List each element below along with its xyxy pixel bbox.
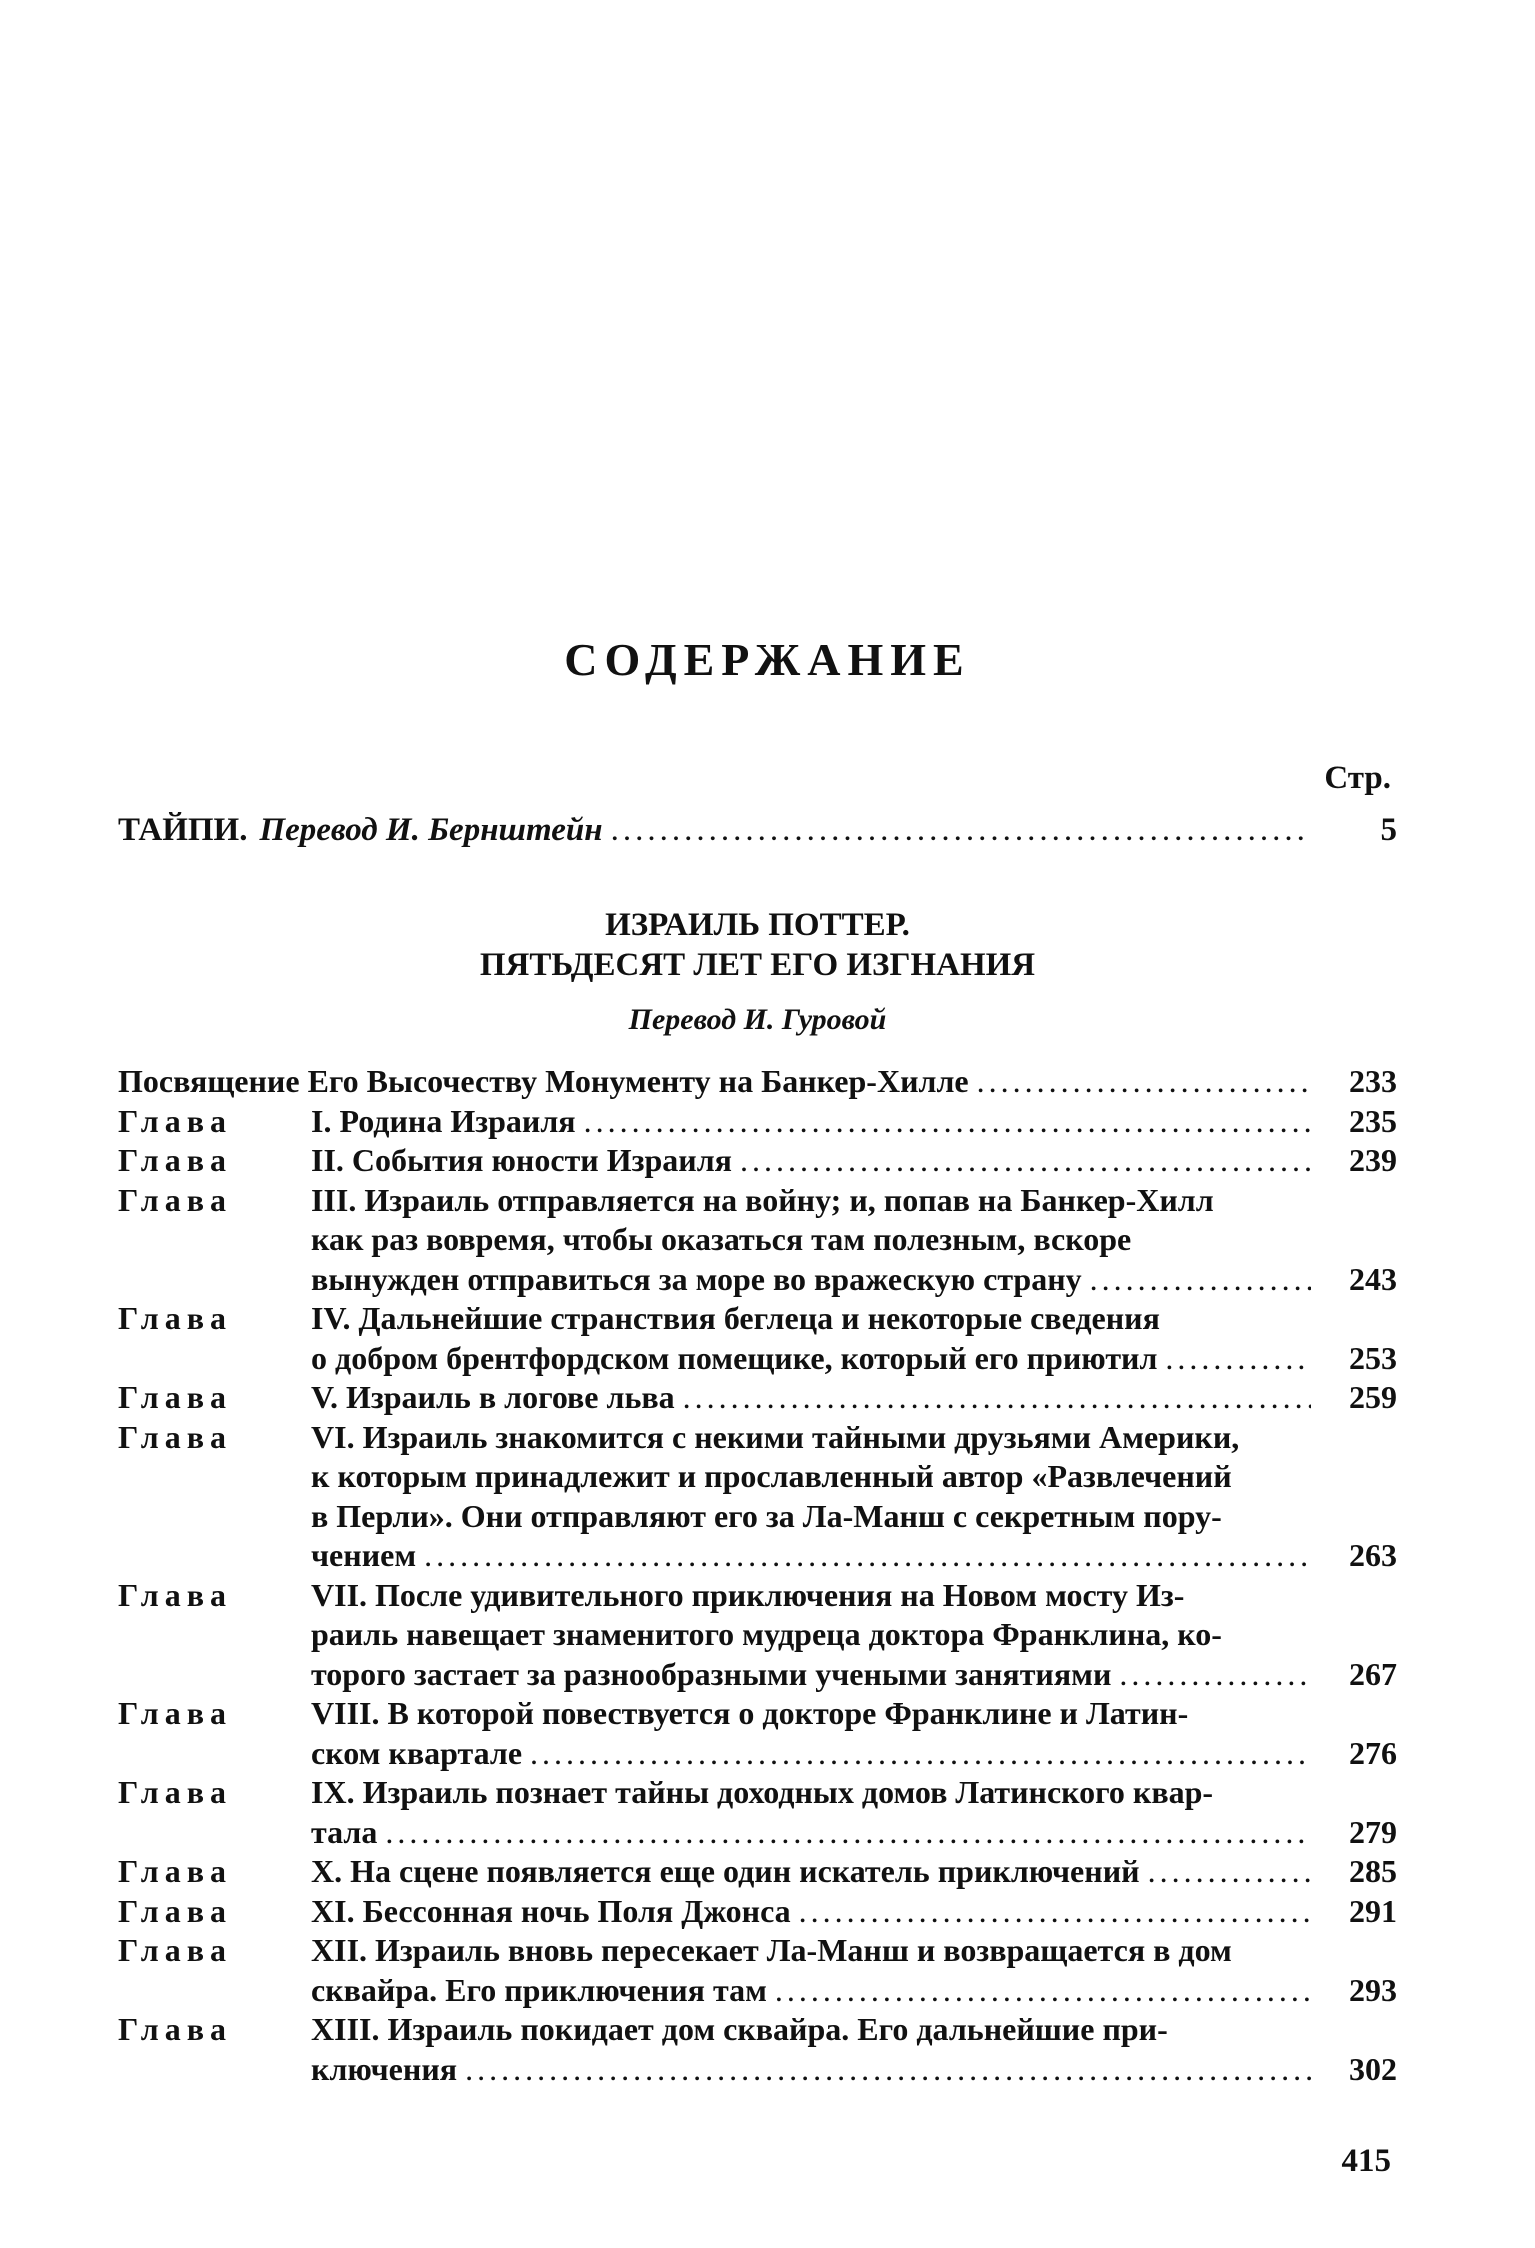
entry-line: [311, 1931, 1311, 1971]
toc-entry: [118, 1102, 1397, 1142]
dot-leader: [530, 1734, 1311, 1774]
entry-text: к которым принадлежит и прославленный автор «Развлечений: [311, 1458, 1232, 1494]
toc-entry: [118, 1576, 1397, 1695]
entry-text: Посвящение Его Высочеству Монументу на Банкер-Хилле: [118, 1063, 969, 1099]
chapter-prefix: Глава: [118, 2011, 232, 2047]
entry-text: чением: [311, 1537, 417, 1573]
chapter-prefix: Глава: [118, 1379, 232, 1415]
entry-line: [311, 1378, 1311, 1418]
chapter-prefix: Глава: [118, 1576, 232, 1613]
toc-entry: [118, 1852, 1397, 1892]
entry-page: 263: [1349, 1537, 1397, 1573]
dot-leader: [1090, 1260, 1311, 1300]
toc-entry: [118, 1931, 1397, 2010]
entry-page: 279: [1349, 1813, 1397, 1850]
toc-entry: [118, 1418, 1397, 1576]
entry-line: [311, 1773, 1311, 1813]
entry-title: ТАЙПИ.: [118, 812, 248, 848]
chapter-prefix: Глава: [118, 1774, 232, 1810]
entry-page: 267: [1349, 1655, 1397, 1692]
dot-leader: [977, 1062, 1311, 1102]
entry-text: V. Израиль в логове льва: [311, 1379, 675, 1415]
entry-text: II. События юности Израиля: [311, 1142, 732, 1178]
entry-line: [118, 1062, 1311, 1102]
entry-translator: Перевод И. Бернштейн: [259, 812, 603, 848]
page-title: СОДЕРЖАНИЕ: [564, 634, 971, 685]
section-title-line: ИЗРАИЛЬ ПОТТЕР.: [605, 907, 910, 943]
entry-line: [311, 1299, 1311, 1339]
entry-text: III. Израиль отправляется на войну; и, попав на Банкер-Хилл: [311, 1181, 1214, 1218]
entry-text: как раз вовремя, чтобы оказаться там полезным, вскоре: [311, 1221, 1132, 1257]
entry-line: [311, 1615, 1311, 1655]
entry-text: тала: [311, 1813, 378, 1850]
chapter-prefix: Глава: [118, 1300, 232, 1336]
chapter-prefix: Глава: [118, 1142, 232, 1178]
entry-text: IV. Дальнейшие странствия беглеца и некоторые сведения: [311, 1300, 1160, 1336]
toc-entry: [118, 1773, 1397, 1852]
dot-leader: [683, 1378, 1311, 1418]
dot-leader: [799, 1892, 1311, 1932]
entry-text: I. Родина Израиля: [311, 1102, 576, 1139]
entry-page: 235: [1349, 1102, 1397, 1139]
entry-text: ключения: [311, 2050, 458, 2087]
chapter-prefix: Глава: [118, 1932, 232, 1968]
entry-text: IX. Израиль познает тайны доходных домов Латинского квар-: [311, 1774, 1214, 1810]
entry-text: ском квартале: [311, 1734, 523, 1771]
entry-page: 5: [1380, 812, 1397, 848]
entry-line: [311, 1497, 1311, 1537]
entry-page: 243: [1349, 1260, 1397, 1297]
dot-leader: [775, 1971, 1311, 2011]
dot-leader: [611, 810, 1311, 850]
entry-page: 253: [1349, 1339, 1397, 1376]
section-title: [118, 905, 1397, 985]
entry-text: XIII. Израиль покидает дом сквайра. Его дальнейшие при-: [311, 2011, 1168, 2047]
entry-line: [311, 1102, 1311, 1142]
entry-page: 259: [1349, 1379, 1397, 1415]
toc-entry: [118, 1181, 1397, 1300]
dot-leader: [424, 1536, 1311, 1576]
entry-page: 293: [1349, 1971, 1397, 2008]
chapter-prefix: Глава: [118, 1853, 232, 1889]
entry-line: [311, 1694, 1311, 1734]
chapter-prefix: Глава: [118, 1418, 232, 1455]
entry-line: [311, 1220, 1311, 1260]
entry-text: XI. Бессонная ночь Поля Джонса: [311, 1892, 791, 1929]
entry-line: [311, 1457, 1311, 1497]
entry-text: VI. Израиль знакомится с некими тайными друзьями Америки,: [311, 1418, 1240, 1455]
table-of-contents: [118, 1062, 1397, 2089]
entry-line: [311, 1971, 1311, 2011]
entry-page: 239: [1349, 1142, 1397, 1178]
entry-text: раиль навещает знаменитого мудреца доктора Франклина, ко-: [311, 1616, 1222, 1652]
entry-line: [311, 1734, 1311, 1774]
section-translator: Перевод И. Гуровой: [628, 1003, 887, 1036]
entry-text: XII. Израиль вновь пересекает Ла-Манш и возвращается в дом: [311, 1932, 1232, 1968]
entry-line: [311, 1813, 1311, 1853]
chapter-prefix: Глава: [118, 1102, 232, 1139]
entry-text: торого застает за разнообразными учеными занятиями: [311, 1655, 1112, 1692]
toc-entry: [118, 1141, 1397, 1181]
toc-entry: [118, 2010, 1397, 2089]
toc-entry: [118, 1062, 1397, 1102]
entry-line: [311, 1418, 1311, 1458]
entry-page: 276: [1349, 1734, 1397, 1771]
entry-text: X. На сцене появляется еще один искатель приключений: [311, 1853, 1140, 1889]
chapter-prefix: Глава: [118, 1695, 232, 1731]
entry-page: 233: [1349, 1063, 1397, 1099]
toc-entry: [118, 1694, 1397, 1773]
entry-line: [311, 1576, 1311, 1616]
entry-line: [311, 1852, 1311, 1892]
toc-entry-typee: [118, 810, 1397, 850]
toc-entry: [118, 1378, 1397, 1418]
chapter-prefix: Глава: [118, 1892, 232, 1929]
entry-page: 302: [1349, 2050, 1397, 2087]
entry-page: 291: [1349, 1892, 1397, 1929]
entry-text: сквайра. Его приключения там: [311, 1971, 767, 2008]
entry-text: вынужден отправиться за море во вражескую страну: [311, 1260, 1082, 1297]
entry-text: VIII. В которой повествуется о докторе Франклине и Латин-: [311, 1695, 1189, 1731]
entry-text: VII. После удивительного приключения на Новом мосту Из-: [311, 1576, 1185, 1613]
chapter-prefix: Глава: [118, 1181, 232, 1218]
dot-leader: [465, 2050, 1311, 2090]
page-column-label: Стр.: [1324, 760, 1391, 796]
entry-line: [311, 1892, 1311, 1932]
entry-text: о добром брентфордском помещике, который его приютил: [311, 1339, 1158, 1376]
entry-text: в Перли». Они отправляют его за Ла-Манш с секретным пору-: [311, 1497, 1222, 1534]
entry-line: [311, 1141, 1311, 1181]
dot-leader: [1165, 1339, 1311, 1379]
dot-leader: [740, 1141, 1311, 1181]
page-number: 415: [1341, 2143, 1391, 2179]
dot-leader: [385, 1813, 1311, 1853]
entry-line: [311, 1181, 1311, 1221]
toc-entry: [118, 1299, 1397, 1378]
entry-line: [311, 1536, 1311, 1576]
toc-entry: [118, 1892, 1397, 1932]
entry-line: [311, 2050, 1311, 2090]
entry-page: 285: [1349, 1853, 1397, 1889]
dot-leader: [1148, 1852, 1311, 1892]
entry-line: [311, 1339, 1311, 1379]
entry-line: [311, 1260, 1311, 1300]
entry-line: [311, 2010, 1311, 2050]
entry-line: [311, 1655, 1311, 1695]
dot-leader: [1119, 1655, 1311, 1695]
section-title-line: ПЯТЬДЕСЯТ ЛЕТ ЕГО ИЗГНАНИЯ: [479, 947, 1036, 983]
dot-leader: [584, 1102, 1311, 1142]
